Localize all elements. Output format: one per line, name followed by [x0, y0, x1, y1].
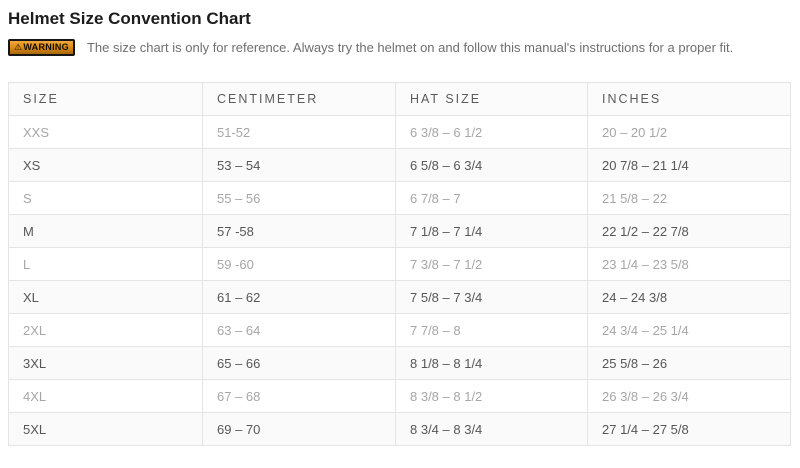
cell-hat-size: 7 5/8 – 7 3/4	[396, 281, 588, 314]
cell-inches: 24 – 24 3/8	[588, 281, 791, 314]
cell-centimeter: 69 – 70	[203, 413, 396, 446]
cell-centimeter: 61 – 62	[203, 281, 396, 314]
cell-hat-size: 6 3/8 – 6 1/2	[396, 116, 588, 149]
warning-badge	[8, 39, 75, 56]
column-header-centimeter: CENTIMETER	[203, 83, 396, 116]
cell-size: 3XL	[9, 347, 203, 380]
cell-inches: 20 7/8 – 21 1/4	[588, 149, 791, 182]
cell-hat-size: 7 7/8 – 8	[396, 314, 588, 347]
warning-badge-label: WARNING	[23, 42, 69, 52]
cell-size: XL	[9, 281, 203, 314]
table-row-m	[9, 215, 791, 248]
table-row-3xl	[9, 347, 791, 380]
cell-inches: 20 – 20 1/2	[588, 116, 791, 149]
column-header-hat-size: HAT SIZE	[396, 83, 588, 116]
cell-inches: 26 3/8 – 26 3/4	[588, 380, 791, 413]
cell-centimeter: 55 – 56	[203, 182, 396, 215]
cell-size: 2XL	[9, 314, 203, 347]
cell-size: XS	[9, 149, 203, 182]
cell-centimeter: 65 – 66	[203, 347, 396, 380]
cell-inches: 24 3/4 – 25 1/4	[588, 314, 791, 347]
table-row-l	[9, 248, 791, 281]
table-row-xl	[9, 281, 791, 314]
cell-centimeter: 59 -60	[203, 248, 396, 281]
column-header-inches: INCHES	[588, 83, 791, 116]
cell-size: M	[9, 215, 203, 248]
cell-hat-size: 6 7/8 – 7	[396, 182, 588, 215]
cell-size: S	[9, 182, 203, 215]
cell-hat-size: 6 5/8 – 6 3/4	[396, 149, 588, 182]
cell-centimeter: 67 – 68	[203, 380, 396, 413]
cell-centimeter: 53 – 54	[203, 149, 396, 182]
table-row-xxs	[9, 116, 791, 149]
size-table	[8, 82, 791, 446]
table-header-row	[9, 83, 791, 116]
cell-hat-size: 7 3/8 – 7 1/2	[396, 248, 588, 281]
cell-inches: 21 5/8 – 22	[588, 182, 791, 215]
cell-centimeter: 57 -58	[203, 215, 396, 248]
cell-centimeter: 51-52	[203, 116, 396, 149]
cell-size: 4XL	[9, 380, 203, 413]
cell-inches: 27 1/4 – 27 5/8	[588, 413, 791, 446]
table-row-xs	[9, 149, 791, 182]
cell-centimeter: 63 – 64	[203, 314, 396, 347]
cell-size: 5XL	[9, 413, 203, 446]
cell-inches: 22 1/2 – 22 7/8	[588, 215, 791, 248]
page-title: Helmet Size Convention Chart	[8, 9, 251, 28]
table-row-2xl	[9, 314, 791, 347]
cell-hat-size: 7 1/8 – 7 1/4	[396, 215, 588, 248]
cell-inches: 23 1/4 – 23 5/8	[588, 248, 791, 281]
cell-size: L	[9, 248, 203, 281]
cell-hat-size: 8 3/4 – 8 3/4	[396, 413, 588, 446]
cell-hat-size: 8 1/8 – 8 1/4	[396, 347, 588, 380]
table-row-4xl	[9, 380, 791, 413]
cell-inches: 25 5/8 – 26	[588, 347, 791, 380]
table-row-s	[9, 182, 791, 215]
warning-text: The size chart is only for reference. Always try the helmet on and follow this manual's instructions for a proper fit.	[86, 39, 734, 55]
warning-triangle-icon: ⚠	[14, 41, 23, 52]
cell-hat-size: 8 3/8 – 8 1/2	[396, 380, 588, 413]
table-row-5xl	[9, 413, 791, 446]
warning-row	[8, 38, 792, 56]
column-header-size: SIZE	[9, 83, 203, 116]
cell-size: XXS	[9, 116, 203, 149]
